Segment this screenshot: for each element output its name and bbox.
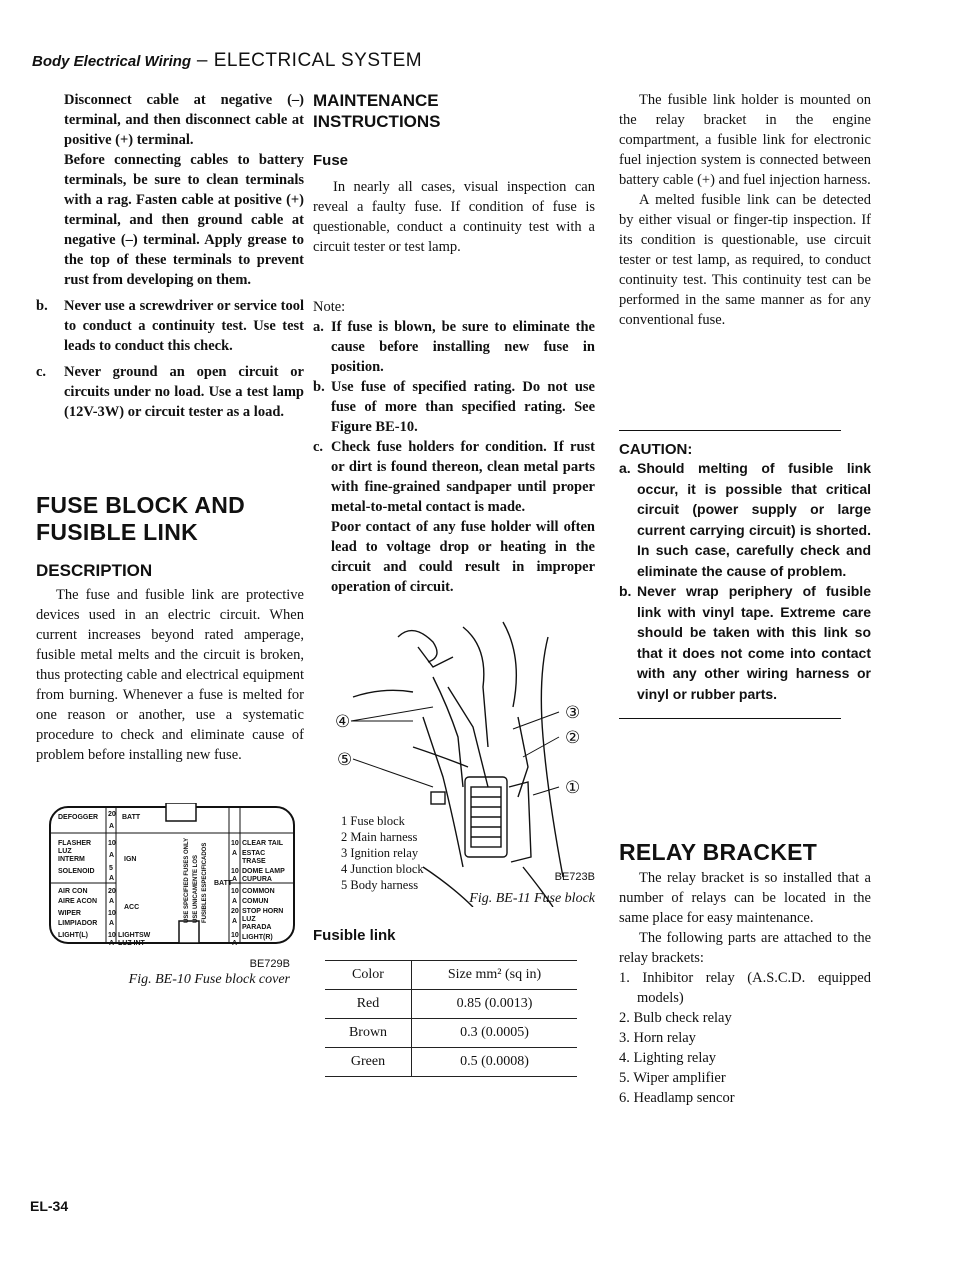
note-item-label: c. (313, 439, 324, 455)
label-batt-right: BATT (214, 880, 233, 887)
relay-list (619, 968, 871, 1108)
callout-3: ③ (565, 703, 581, 722)
label-luz-int: LUZ INT (118, 940, 145, 947)
label-acc: ACC (124, 904, 140, 911)
list-item-label: b. (36, 298, 48, 314)
legend-item: 1 Fuse block (341, 814, 405, 828)
caution-item-label: b. (619, 583, 632, 599)
amp-value: A (109, 852, 115, 859)
amp-value: 10 (108, 932, 116, 939)
amp-value: 10 (108, 910, 116, 917)
label-dome-lamp: DOME LAMP (242, 868, 285, 875)
table-cell: 0.85 (0.0013) (412, 990, 578, 1019)
figure-code: BE723B (554, 871, 595, 883)
amp-value: 10 (108, 840, 116, 847)
legend-item: 2 Main harness (341, 830, 418, 844)
amp-value: A (109, 920, 115, 927)
vertical-note-3: FUSIBLES ESPECIFICADOS (202, 842, 208, 923)
label-interm: INTERM (58, 856, 85, 863)
label-air-con: AIR CON (58, 888, 88, 895)
melted-link-paragraph: A melted fusible link can be detected by either visual or finger-tip inspection. If its condition is questionable, use circuit tester or test lamp, as required, to conduct continuity test. This continuity test can be performed in the same manner as for any conventional fuse. (619, 192, 871, 328)
note-item-a (313, 317, 595, 377)
heading-line-1: FUSE BLOCK AND (36, 492, 246, 518)
legend-item: 3 Ignition relay (341, 846, 419, 860)
label-solenoid: SOLENOID (58, 868, 95, 875)
heading-line-2: FUSIBLE LINK (36, 519, 199, 545)
amp-value: A (109, 823, 115, 830)
amp-value: 5 (109, 865, 113, 872)
amp-value: A (232, 918, 238, 925)
legend-item: 4 Junction block (341, 862, 424, 876)
page-number: EL-34 (30, 1198, 69, 1214)
maintenance-heading: MAINTENANCE INSTRUCTIONS (313, 91, 441, 131)
amp-value: 20 (108, 888, 116, 895)
figure-caption: Fig. BE-11 Fuse block (469, 891, 595, 906)
relay-bracket-heading: RELAY BRACKET (619, 839, 818, 865)
caution-block (619, 441, 871, 704)
label-luz: LUZ (58, 848, 72, 855)
amp-value: 20 (231, 908, 239, 915)
table-cell: 0.5 (0.0008) (412, 1048, 578, 1077)
amp-value: A (232, 850, 238, 857)
list-item-label: c. (36, 364, 47, 380)
label-estac: ESTAC (242, 850, 266, 857)
label-light-r: LIGHT(R) (242, 934, 273, 941)
list-item: 3. Horn relay (619, 1030, 696, 1046)
divider (619, 718, 841, 719)
list-item: 1. Inhibitor relay (A.S.C.D. equipped models) (619, 970, 871, 1006)
fusible-holder-paragraph: The fusible link holder is mounted on the relay bracket in the engine compartment, a fusible link for electronic fuel injection system is connected between battery cable (+) and fuel injection harness. (619, 92, 871, 188)
figure-legend (341, 813, 424, 893)
list-item: 4. Lighting relay (619, 1050, 717, 1066)
amp-value: 10 (231, 888, 239, 895)
note-item-label: b. (313, 379, 325, 395)
fusible-link-table (325, 960, 577, 1077)
amp-value: A (109, 875, 115, 882)
legend-item: 5 Body harness (341, 878, 419, 892)
note-item-text-2: Poor contact of any fuse holder will often lead to voltage drop or heating in the circuit and could result in improper operation of circuit. (331, 519, 595, 595)
label-ign: IGN (124, 856, 137, 863)
callout-2: ② (565, 728, 581, 747)
header-title: ELECTRICAL SYSTEM (213, 50, 423, 71)
label-common: COMMON (242, 888, 275, 895)
column-right (619, 90, 871, 1108)
table-cell: Green (325, 1048, 412, 1077)
list-item-text: Never use a screwdriver or service tool to conduct a continuity test. Use test leads to conduct this check. (64, 298, 304, 354)
subheading-fuse: Fuse (313, 152, 349, 169)
section-heading (36, 492, 304, 546)
relay-paragraph-2: The following parts are attached to the relay brackets: (619, 930, 871, 966)
label-lightsw: LIGHTSW (118, 932, 151, 939)
label-defogger: DEFOGGER (58, 814, 99, 821)
header-section: Body Electrical Wiring (32, 53, 192, 70)
vertical-note-1: USE SPECIFIED FUSES ONLY (184, 837, 190, 923)
table-header-cell: Size mm² (sq in) (412, 961, 578, 990)
figure-code: BE729B (249, 958, 290, 970)
label-clear-tail: CLEAR TAIL (242, 840, 284, 847)
note-item-c (313, 437, 595, 597)
amp-value: 20 (108, 811, 116, 818)
amp-value: A (232, 876, 238, 883)
note-item-text: If fuse is blown, be sure to eliminate the cause before installing new fuse in position. (331, 319, 595, 375)
intro-paragraph-1: Disconnect cable at negative (–) terminal, and then disconnect cable at positive (+) terminal. (64, 92, 304, 148)
note-item-label: a. (313, 319, 324, 335)
table-cell: Red (325, 990, 412, 1019)
vertical-note-2: USE UNICAMENTE LOS (193, 854, 199, 923)
figure-fuse-block (313, 617, 595, 907)
page-header (32, 50, 422, 72)
list-item: 6. Headlamp sencor (619, 1090, 735, 1106)
note-item-text: Use fuse of specified rating. Do not use fuse of more than specified rating. See Figure BE-10. (331, 379, 595, 435)
caution-item-b (619, 581, 871, 704)
note-item-b (313, 377, 595, 437)
table-header-row (325, 961, 577, 990)
label-batt: BATT (122, 814, 141, 821)
label-luz-r: LUZ (242, 916, 256, 923)
table-cell: Brown (325, 1019, 412, 1048)
description-paragraph: The fuse and fusible link are protective devices used in an electric circuit. When current increases beyond rated amperage, fusible metal melts and the circuit is broken, thus protecting cable and electrical equipment from burning. Whenever a fuse is melted for one reason or another, use a systematic procedure to check and eliminate cause of problem before installing new fuse. (36, 587, 304, 763)
list-item-c (36, 362, 304, 422)
table-row (325, 990, 577, 1019)
amp-value: 10 (231, 840, 239, 847)
caution-label: CAUTION: (619, 441, 693, 458)
amp-value: A (109, 940, 115, 947)
label-comun: COMUN (242, 898, 269, 905)
label-flasher: FLASHER (58, 840, 92, 847)
figure-caption: Fig. BE-10 Fuse block cover (128, 972, 290, 987)
header-separator: – (191, 50, 214, 71)
subheading-fusible-link: Fusible link (313, 927, 396, 944)
label-stop-horn: STOP HORN (242, 908, 284, 915)
label-parada: PARADA (242, 924, 272, 931)
caution-item-text: Never wrap periphery of fusible link with vinyl tape. Extreme care should be taken with this link so that it does not come into contact with any other wiring harness or vinyl or rubber parts. (637, 583, 871, 702)
table-row (325, 1048, 577, 1077)
label-cupura: CUPURA (242, 876, 272, 883)
label-trase: TRASE (242, 858, 266, 865)
note-item-text: Check fuse holders for condition. If rust or dirt is found thereon, clean metal parts with fine-grained sandpaper until proper metal-to-metal contact is made. (331, 439, 595, 515)
list-item: 5. Wiper amplifier (619, 1070, 726, 1086)
fuse-block-cover-diagram (36, 803, 304, 953)
table-header-cell: Color (325, 961, 412, 990)
column-middle (313, 90, 595, 1077)
caution-item-text: Should melting of fusible link occur, it is possible that critical circuit (power supply or large current carrying circuit) is shorted. In such case, carefully check and eliminate the cause of problem. (637, 460, 871, 579)
figure-fuse-block-cover (36, 803, 304, 988)
callout-4: ④ (335, 712, 351, 731)
fuse-paragraph: In nearly all cases, visual inspection can reveal a faulty fuse. If condition of fuse is questionable, conduct a continuity test with a circuit tester or test lamp. (313, 179, 595, 255)
label-wiper: WIPER (58, 910, 81, 917)
subheading-description: DESCRIPTION (36, 561, 153, 580)
relay-paragraph-1: The relay bracket is so installed that a number of relays can be located in the same place for easy maintenance. (619, 870, 871, 926)
table-row (325, 1019, 577, 1048)
list-item-b (36, 296, 304, 356)
caution-item-label: a. (619, 460, 631, 476)
amp-value: 10 (231, 932, 239, 939)
label-aire-acon: AIRE ACON (58, 898, 98, 905)
table-cell: 0.3 (0.0005) (412, 1019, 578, 1048)
list-item: 2. Bulb check relay (619, 1010, 732, 1026)
note-label: Note: (313, 299, 346, 315)
callout-5: ⑤ (337, 750, 353, 769)
amp-value: A (232, 940, 238, 947)
amp-value: 10 (231, 868, 239, 875)
caution-item-a (619, 458, 871, 581)
label-limpiador: LIMPIADOR (58, 920, 98, 927)
divider (619, 430, 841, 431)
column-left (36, 90, 304, 988)
intro-paragraph-2: Before connecting cables to battery terminals, be sure to clean terminals with a rag. Fasten cable at positive (+) terminal, and then ground cable at negative (–) terminal. Apply grease to the top of these terminals to prevent rust from developing on them. (64, 152, 304, 288)
amp-value: A (232, 898, 238, 905)
amp-value: A (109, 898, 115, 905)
callout-1: ① (565, 778, 581, 797)
list-item-text: Never ground an open circuit or circuits under no load. Use a test lamp (12V-3W) or circuit tester as a load. (64, 364, 304, 420)
label-light-l: LIGHT(L) (58, 932, 88, 939)
